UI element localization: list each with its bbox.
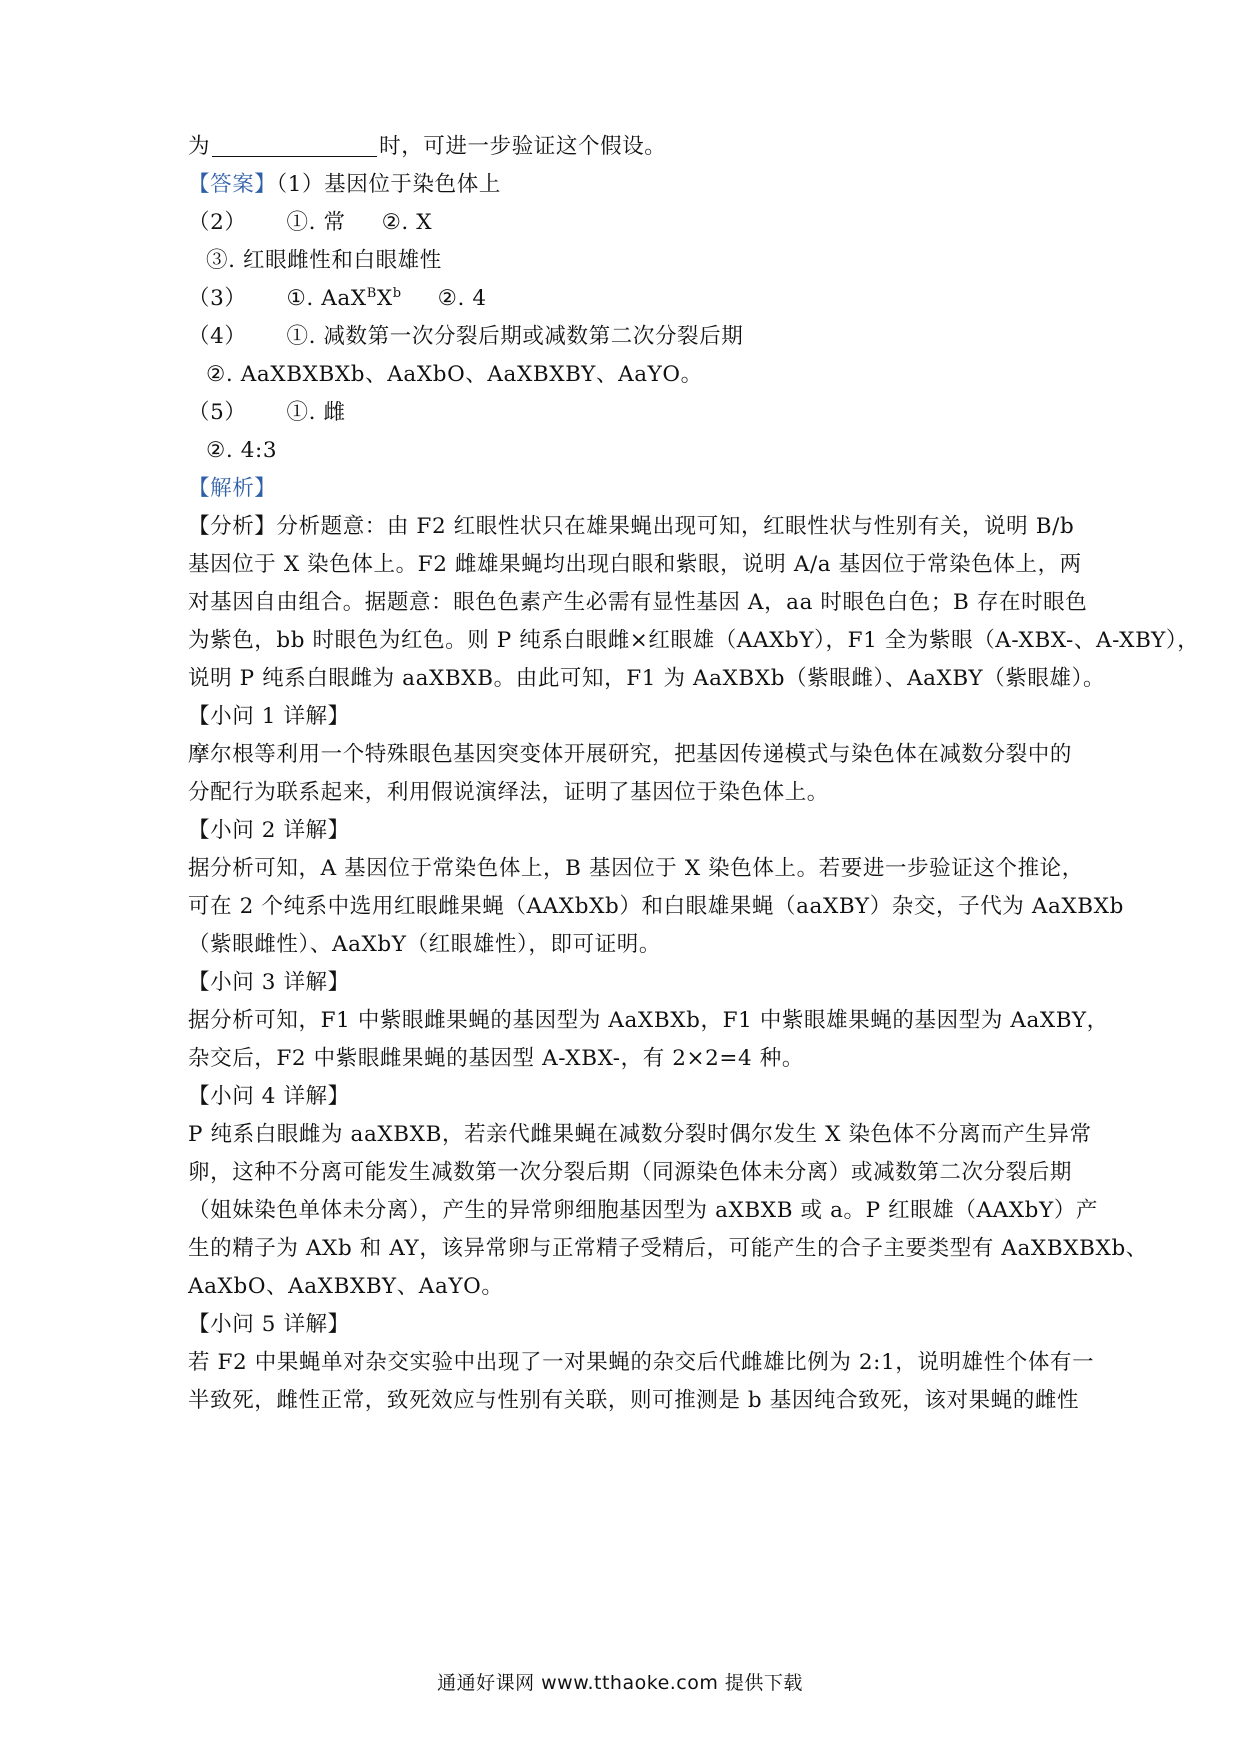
answer-line-5: （5） ①. 雌 bbox=[188, 400, 346, 425]
section-3-title: 【小问 3 详解】 bbox=[188, 970, 350, 995]
analysis-p1-l1: 【分析】分析题意：由 F2 红眼性状只在雄果蝇出现可知，红眼性状与性别有关，说明 B/b bbox=[188, 514, 1075, 539]
analysis-p1-l4: 为紫色，bb 时眼色为红色。则 P 纯系白眼雌×红眼雄（AAXbY），F1 全为紫眼（A-XBX-、A-XBY）， bbox=[188, 628, 1200, 653]
answer-line-4: （4） ①. 减数第一次分裂后期或减数第二次分裂后期 bbox=[188, 324, 744, 349]
section-1-title: 【小问 1 详解】 bbox=[188, 704, 350, 729]
section-5-l2: 半致死，雌性正常，致死效应与性别有关联，则可推测是 b 基因纯合致死，该对果蝇的雌性 bbox=[188, 1388, 1080, 1413]
section-1-l1: 摩尔根等利用一个特殊眼色基因突变体开展研究，把基因传递模式与染色体在减数分裂中的 bbox=[188, 742, 1073, 767]
section-4-l4: 生的精子为 AXb 和 AY，该异常卵与正常精子受精后，可能产生的合子主要类型有 AaXBXBXb、 bbox=[188, 1236, 1148, 1261]
section-4-title: 【小问 4 详解】 bbox=[188, 1084, 350, 1109]
answer-line-1: 【答案】（1）基因位于染色体上 bbox=[188, 172, 501, 197]
section-2-l1: 据分析可知，A 基因位于常染色体上，B 基因位于 X 染色体上。若要进一步验证这个推论， bbox=[188, 856, 1084, 881]
section-2-l3: （紫眼雌性）、AaXbY（红眼雄性），即可证明。 bbox=[188, 932, 662, 957]
section-2-l2: 可在 2 个纯系中选用红眼雌果蝇（AAXbXb）和白眼雄果蝇（aaXBY）杂交，子代为 AaXBXb bbox=[188, 894, 1124, 919]
section-1-l2: 分配行为联系起来，利用假说演绎法，证明了基因位于染色体上。 bbox=[188, 780, 829, 805]
section-4-l1: P 纯系白眼雌为 aaXBXB，若亲代雌果蝇在减数分裂时偶尔发生 X 染色体不分离而产生异常 bbox=[188, 1122, 1092, 1147]
answer-line-4b: ②. AaXBXBXb、AaXbO、AaXBXBY、AaYO。 bbox=[206, 362, 703, 387]
section-4-l3: （姐妹染色单体未分离），产生的异常卵细胞基因型为 aXBXB 或 a。P 红眼雄（AAXbY）产 bbox=[188, 1198, 1099, 1223]
page-footer: 通通好课网 www.tthaoke.com 提供下载 bbox=[437, 1672, 803, 1694]
answer-line-3: （3） ①. $AaX^BX^b$ ②. 4 bbox=[188, 286, 487, 311]
section-3-l2: 杂交后，F2 中紫眼雌果蝇的基因型 A-XBX-，有 2×2=4 种。 bbox=[188, 1046, 804, 1071]
answer-tag: 【答案】 bbox=[188, 172, 277, 197]
answer-blank bbox=[212, 134, 377, 157]
answer-line-2c: ③. 红眼雌性和白眼雄性 bbox=[206, 248, 442, 273]
section-5-title: 【小问 5 详解】 bbox=[188, 1312, 350, 1337]
analysis-tag: 【解析】 bbox=[188, 476, 277, 501]
analysis-p1-l3: 对基因自由组合。据题意：眼色色素产生必需有显性基因 A，aa 时眼色白色；B 存在时眼色 bbox=[188, 590, 1088, 615]
section-4-l2: 卵，这种不分离可能发生减数第一次分裂后期（同源染色体未分离）或减数第二次分裂后期 bbox=[188, 1160, 1073, 1185]
section-2-title: 【小问 2 详解】 bbox=[188, 818, 350, 843]
question-tail: 为 时，可进一步验证这个假设。 bbox=[188, 134, 667, 159]
answer-line-5b: ②. 4:3 bbox=[206, 438, 278, 463]
section-4-l5: AaXbO、AaXBXBY、AaYO。 bbox=[188, 1274, 504, 1299]
analysis-p1-l5: 说明 P 纯系白眼雌为 aaXBXB。由此可知，F1 为 AaXBXb（紫眼雌）、AaXBY（紫眼雄）。 bbox=[188, 666, 1106, 691]
answer-line-2: （2） ①. 常 ②. X bbox=[188, 210, 433, 235]
section-3-l1: 据分析可知，F1 中紫眼雌果蝇的基因型为 AaXBXb，F1 中紫眼雄果蝇的基因型为 AaXBY， bbox=[188, 1008, 1109, 1033]
section-5-l1: 若 F2 中果蝇单对杂交实验中出现了一对果蝇的杂交后代雌雄比例为 2:1，说明雄性个体有一 bbox=[188, 1350, 1095, 1375]
analysis-p1-l2: 基因位于 X 染色体上。F2 雌雄果蝇均出现白眼和紫眼，说明 A/a 基因位于常染色体上，两 bbox=[188, 552, 1082, 577]
